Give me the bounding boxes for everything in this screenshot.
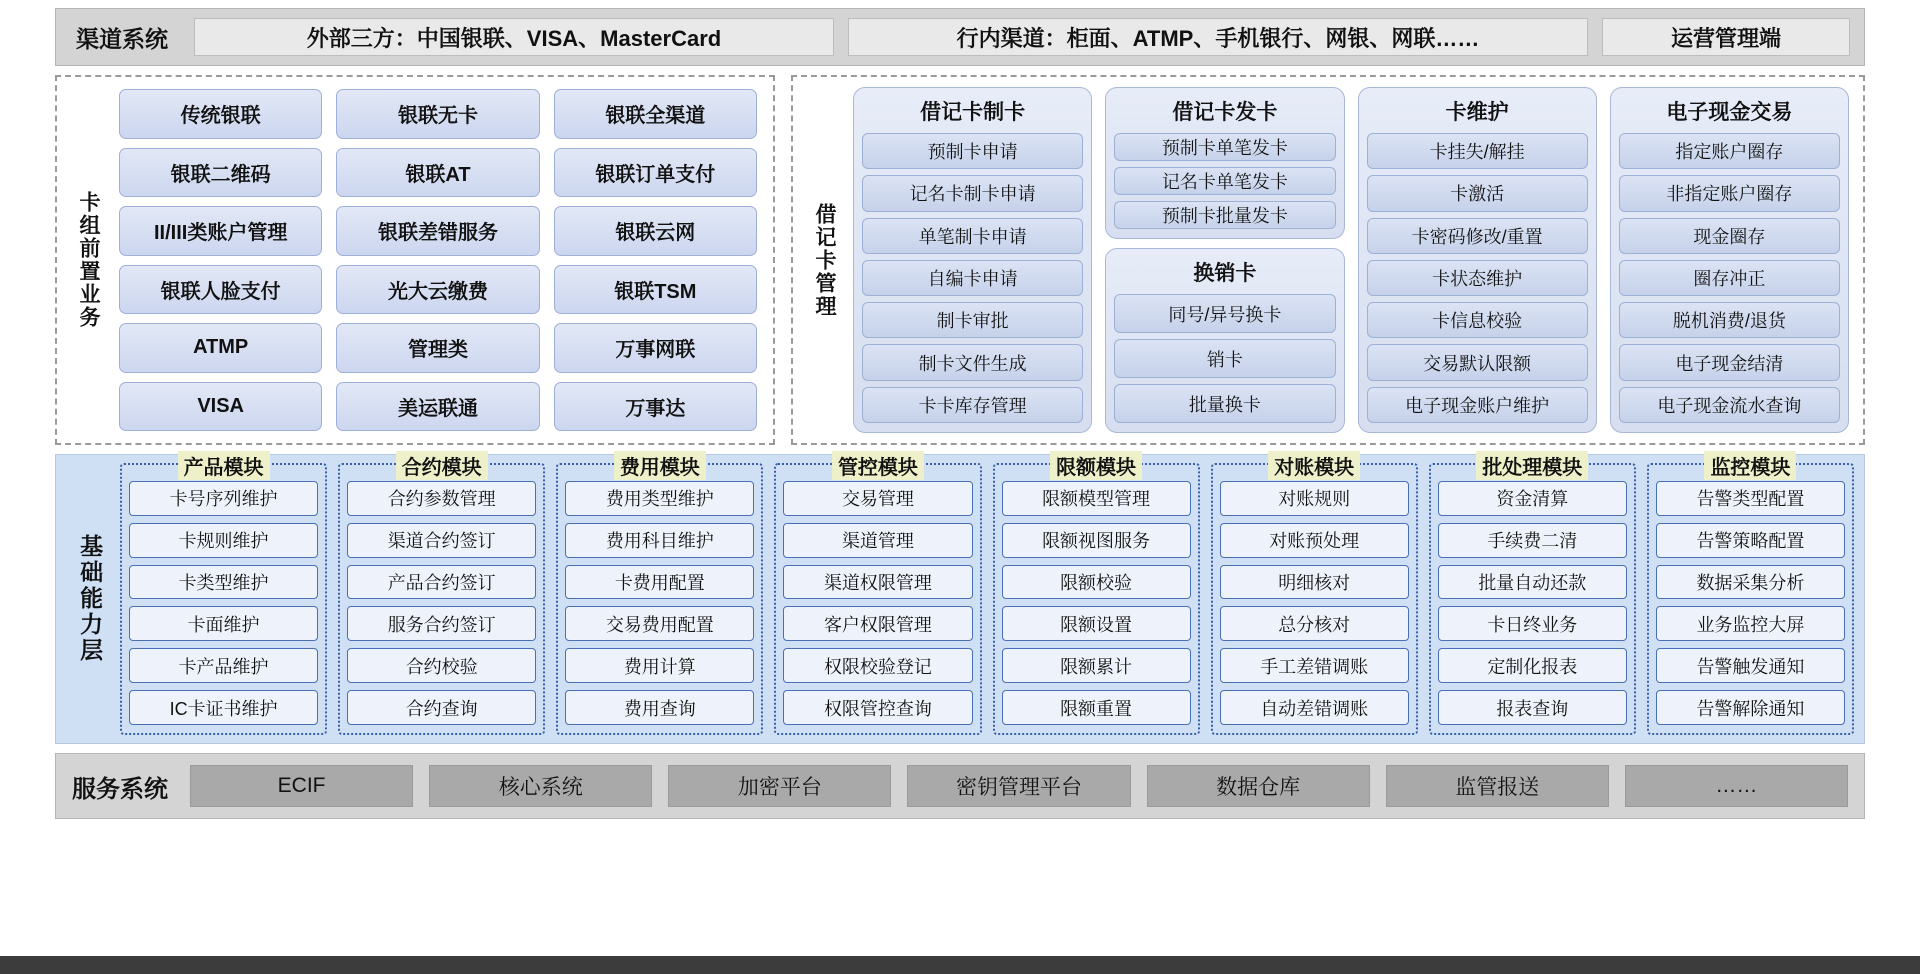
item-product-contract-signing[interactable]: 产品合约签订	[347, 565, 536, 600]
item-contract-parameter-management[interactable]: 合约参数管理	[347, 481, 536, 516]
item-ic-card-certificate-maintenance[interactable]: IC卡证书维护	[129, 690, 318, 725]
item-batch-card-exchange[interactable]: 批量换卡	[1114, 384, 1335, 423]
group-title-card-exchange-cancel: 换销卡	[1193, 262, 1257, 285]
item-permission-control-inquiry[interactable]: 权限管控查询	[783, 690, 972, 725]
chip-unionpay-tsm[interactable]: 银联TSM	[554, 265, 757, 315]
item-card-loss-report-unlock[interactable]: 卡挂失/解挂	[1367, 133, 1588, 169]
module-product	[120, 457, 327, 735]
item-transaction-management[interactable]: 交易管理	[783, 481, 972, 516]
item-offline-purchase-refund[interactable]: 脱机消费/退货	[1619, 302, 1840, 338]
item-customer-permission-management[interactable]: 客户权限管理	[783, 606, 972, 641]
debit-card-management-panel	[791, 75, 1865, 445]
module-title-contract: 合约模块	[396, 451, 488, 480]
debit-card-management-title: 借记卡管理	[813, 202, 837, 318]
item-card-face-maintenance[interactable]: 卡面维护	[129, 606, 318, 641]
item-alarm-clear-notification[interactable]: 告警解除通知	[1656, 690, 1845, 725]
item-fee-type-maintenance[interactable]: 费用类型维护	[565, 481, 754, 516]
item-batch-auto-repayment[interactable]: 批量自动还款	[1438, 565, 1627, 600]
item-card-rule-maintenance[interactable]: 卡规则维护	[129, 523, 318, 558]
group-card-exchange-cancel	[1105, 248, 1344, 433]
chip-atmp[interactable]: ATMP	[119, 323, 322, 373]
item-card-cancel[interactable]: 销卡	[1114, 339, 1335, 378]
group-items-card-production	[862, 133, 1083, 423]
item-card-day-end-business[interactable]: 卡日终业务	[1438, 606, 1627, 641]
channel-box-internal-channels[interactable]: 行内渠道：柜面、ATMP、手机银行、网银、网联……	[848, 18, 1588, 56]
chip-visa[interactable]: VISA	[119, 382, 322, 432]
group-card-maintenance	[1358, 87, 1597, 433]
item-load-reversal[interactable]: 圈存冲正	[1619, 260, 1840, 296]
debit-column-card-maintenance	[1358, 87, 1597, 433]
item-limit-accumulation[interactable]: 限额累计	[1002, 648, 1191, 683]
card-org-chip-grid	[109, 85, 763, 435]
architecture-diagram	[55, 8, 1865, 928]
service-box-data-warehouse[interactable]: 数据仓库	[1147, 765, 1370, 807]
item-limit-view-service[interactable]: 限额视图服务	[1002, 523, 1191, 558]
item-card-inventory-management[interactable]: 卡卡库存管理	[862, 387, 1083, 423]
bottom-bar	[0, 956, 1920, 974]
item-fund-clearing[interactable]: 资金清算	[1438, 481, 1627, 516]
item-ecash-transaction-inquiry[interactable]: 电子现金流水查询	[1619, 387, 1840, 423]
module-title-product: 产品模块	[178, 451, 270, 480]
item-fee-secondary-clearing[interactable]: 手续费二清	[1438, 523, 1627, 558]
service-system-title: 服务系统	[72, 775, 168, 803]
service-box-more[interactable]: ……	[1625, 765, 1848, 807]
item-ecash-settlement[interactable]: 电子现金结清	[1619, 344, 1840, 380]
channel-system-row	[55, 8, 1865, 66]
chip-unionpay-error-service[interactable]: 银联差错服务	[336, 206, 539, 256]
chip-unionpay-qrcode[interactable]: 银联二维码	[119, 148, 322, 198]
group-ecash-transactions	[1610, 87, 1849, 433]
debit-column-ecash-transactions	[1610, 87, 1849, 433]
item-card-production-approval[interactable]: 制卡审批	[862, 302, 1083, 338]
group-items-card-exchange-cancel	[1114, 294, 1335, 423]
item-card-product-maintenance[interactable]: 卡产品维护	[129, 648, 318, 683]
chip-amex-union[interactable]: 美运联通	[336, 382, 539, 432]
item-single-card-production-apply[interactable]: 单笔制卡申请	[862, 218, 1083, 254]
item-reconciliation-rule[interactable]: 对账规则	[1220, 481, 1409, 516]
chip-class-ii-iii-account[interactable]: II/III类账户管理	[119, 206, 322, 256]
item-contract-verification[interactable]: 合约校验	[347, 648, 536, 683]
chip-mastercard[interactable]: 万事达	[554, 382, 757, 432]
item-channel-management[interactable]: 渠道管理	[783, 523, 972, 558]
item-limit-setting[interactable]: 限额设置	[1002, 606, 1191, 641]
item-named-single-issue[interactable]: 记名卡单笔发卡	[1114, 167, 1335, 195]
group-title-card-issuing: 借记卡发卡	[1172, 101, 1278, 124]
item-alarm-trigger-notification[interactable]: 告警触发通知	[1656, 648, 1845, 683]
module-monitoring	[1647, 457, 1854, 735]
item-named-card-production-apply[interactable]: 记名卡制卡申请	[862, 175, 1083, 211]
module-reconciliation	[1211, 457, 1418, 735]
chip-unionpay-omnichannel[interactable]: 银联全渠道	[554, 89, 757, 139]
item-general-ledger-matching[interactable]: 总分核对	[1220, 606, 1409, 641]
item-alarm-type-configuration[interactable]: 告警类型配置	[1656, 481, 1845, 516]
service-system-row	[55, 753, 1865, 819]
module-title-control: 管控模块	[832, 451, 924, 480]
debit-card-group-columns	[845, 85, 1853, 435]
chip-unionpay-cardless[interactable]: 银联无卡	[336, 89, 539, 139]
item-card-fee-configuration[interactable]: 卡费用配置	[565, 565, 754, 600]
item-automatic-error-adjustment[interactable]: 自动差错调账	[1220, 690, 1409, 725]
item-permission-verification-registration[interactable]: 权限校验登记	[783, 648, 972, 683]
item-alarm-strategy-configuration[interactable]: 告警策略配置	[1656, 523, 1845, 558]
item-data-collection-analysis[interactable]: 数据采集分析	[1656, 565, 1845, 600]
item-non-designated-account-load[interactable]: 非指定账户圈存	[1619, 175, 1840, 211]
item-limit-model-management[interactable]: 限额模型管理	[1002, 481, 1191, 516]
item-same-or-different-number-exchange[interactable]: 同号/异号换卡	[1114, 294, 1335, 333]
module-batch-processing	[1429, 457, 1636, 735]
card-org-frontend-panel	[55, 75, 775, 445]
item-limit-verification[interactable]: 限额校验	[1002, 565, 1191, 600]
item-manual-error-adjustment[interactable]: 手工差错调账	[1220, 648, 1409, 683]
item-card-activation[interactable]: 卡激活	[1367, 175, 1588, 211]
module-control	[774, 457, 981, 735]
item-card-type-maintenance[interactable]: 卡类型维护	[129, 565, 318, 600]
item-channel-contract-signing[interactable]: 渠道合约签订	[347, 523, 536, 558]
item-fee-calculation[interactable]: 费用计算	[565, 648, 754, 683]
middle-row	[55, 75, 1865, 445]
item-customized-report[interactable]: 定制化报表	[1438, 648, 1627, 683]
item-card-status-maintenance[interactable]: 卡状态维护	[1367, 260, 1588, 296]
item-prepersonalized-card-apply[interactable]: 预制卡申请	[862, 133, 1083, 169]
item-fee-inquiry[interactable]: 费用查询	[565, 690, 754, 725]
group-items-card-issuing	[1114, 133, 1335, 229]
card-org-frontend-title: 卡组前置业务	[77, 191, 101, 329]
group-title-ecash-transactions: 电子现金交易	[1666, 101, 1793, 124]
group-title-card-production: 借记卡制卡	[920, 101, 1026, 124]
channel-box-operations-console[interactable]: 运营管理端	[1602, 18, 1850, 56]
service-box-core-system[interactable]: 核心系统	[429, 765, 652, 807]
group-items-ecash-transactions	[1619, 133, 1840, 423]
chip-unionpay-cloud-net[interactable]: 银联云网	[554, 206, 757, 256]
group-items-card-maintenance	[1367, 133, 1588, 423]
debit-column-card-production	[853, 87, 1092, 433]
item-limit-reset[interactable]: 限额重置	[1002, 690, 1191, 725]
item-cash-load[interactable]: 现金圈存	[1619, 218, 1840, 254]
module-title-batch-processing: 批处理模块	[1476, 451, 1588, 480]
item-prepersonalized-single-issue[interactable]: 预制卡单笔发卡	[1114, 133, 1335, 161]
group-title-card-maintenance: 卡维护	[1445, 101, 1509, 124]
module-title-limit: 限额模块	[1050, 451, 1142, 480]
chip-unionpay-at[interactable]: 银联AT	[336, 148, 539, 198]
chip-unionpay-traditional[interactable]: 传统银联	[119, 89, 322, 139]
item-card-number-sequence-maintenance[interactable]: 卡号序列维护	[129, 481, 318, 516]
service-box-encryption-platform[interactable]: 加密平台	[668, 765, 891, 807]
module-contract	[338, 457, 545, 735]
channel-system-title: 渠道系统	[76, 25, 168, 52]
module-title-monitoring: 监控模块	[1704, 451, 1796, 480]
debit-column-issuing-and-exchange	[1105, 87, 1344, 433]
item-self-numbered-card-apply[interactable]: 自编卡申请	[862, 260, 1083, 296]
item-prepersonalized-batch-issue[interactable]: 预制卡批量发卡	[1114, 201, 1335, 229]
item-reconciliation-preprocessing[interactable]: 对账预处理	[1220, 523, 1409, 558]
item-card-info-verification[interactable]: 卡信息校验	[1367, 302, 1588, 338]
item-transaction-fee-configuration[interactable]: 交易费用配置	[565, 606, 754, 641]
item-card-production-file-generation[interactable]: 制卡文件生成	[862, 344, 1083, 380]
item-fee-account-maintenance[interactable]: 费用科目维护	[565, 523, 754, 558]
service-box-ecif[interactable]: ECIF	[190, 765, 413, 807]
channel-box-external-third-party[interactable]: 外部三方：中国银联、VISA、MasterCard	[194, 18, 834, 56]
item-service-contract-signing[interactable]: 服务合约签订	[347, 606, 536, 641]
chip-everbright-cloud-payment[interactable]: 光大云缴费	[336, 265, 539, 315]
service-box-key-management-platform[interactable]: 密钥管理平台	[907, 765, 1130, 807]
service-box-regulatory-reporting[interactable]: 监管报送	[1386, 765, 1609, 807]
item-report-inquiry[interactable]: 报表查询	[1438, 690, 1627, 725]
base-capability-layer-title: 基础能力层	[77, 534, 104, 664]
base-capability-layer-row	[55, 454, 1865, 744]
item-contract-inquiry[interactable]: 合约查询	[347, 690, 536, 725]
item-designated-account-load[interactable]: 指定账户圈存	[1619, 133, 1840, 169]
item-ecash-account-maintenance[interactable]: 电子现金账户维护	[1367, 387, 1588, 423]
item-card-password-change-reset[interactable]: 卡密码修改/重置	[1367, 218, 1588, 254]
module-limit	[993, 457, 1200, 735]
chip-mastercard-netslink[interactable]: 万事网联	[554, 323, 757, 373]
module-fee	[556, 457, 763, 735]
group-debit-card-issuing	[1105, 87, 1344, 239]
item-transaction-default-limit[interactable]: 交易默认限额	[1367, 344, 1588, 380]
chip-unionpay-face-pay[interactable]: 银联人脸支付	[119, 265, 322, 315]
module-title-fee: 费用模块	[614, 451, 706, 480]
module-title-reconciliation: 对账模块	[1268, 451, 1360, 480]
group-debit-card-production	[853, 87, 1092, 433]
item-detail-matching[interactable]: 明细核对	[1220, 565, 1409, 600]
chip-unionpay-order-pay[interactable]: 银联订单支付	[554, 148, 757, 198]
chip-management[interactable]: 管理类	[336, 323, 539, 373]
item-business-monitoring-dashboard[interactable]: 业务监控大屏	[1656, 606, 1845, 641]
base-capability-modules	[114, 457, 1854, 735]
item-channel-permission-management[interactable]: 渠道权限管理	[783, 565, 972, 600]
